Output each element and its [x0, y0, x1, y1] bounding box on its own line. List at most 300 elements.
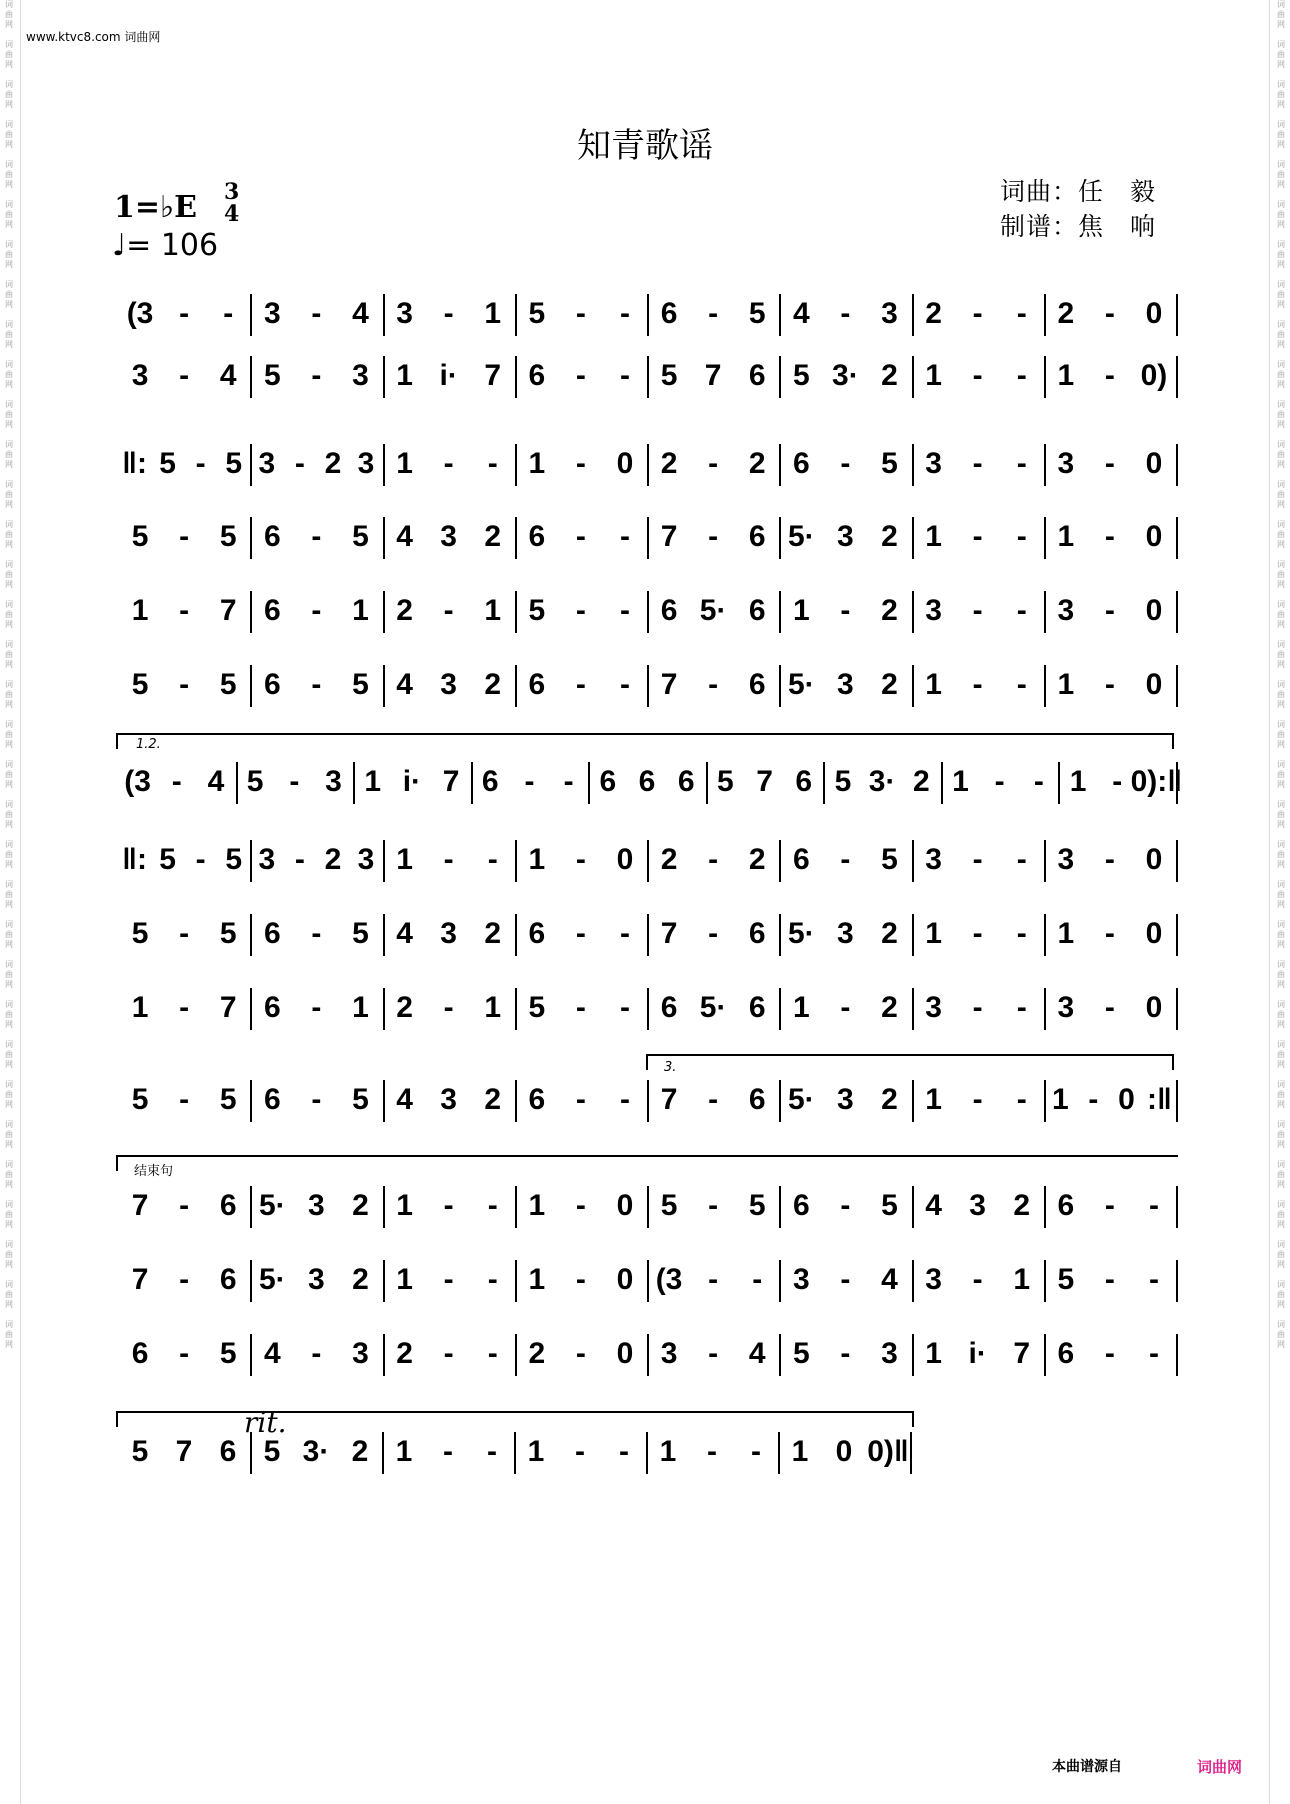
note: 3 [325, 765, 342, 798]
note: 5 [881, 1189, 898, 1222]
note: 3 [258, 447, 276, 480]
note: 6 [528, 1083, 546, 1116]
bar-line [779, 294, 781, 336]
note: 2 [396, 991, 413, 1024]
note: ‖: [122, 843, 147, 876]
note: 2 [912, 765, 930, 798]
bar-line [383, 294, 385, 336]
note: 7 [219, 594, 237, 627]
note: 4 [881, 1263, 898, 1296]
note: - [311, 668, 322, 701]
bar-line [383, 444, 385, 486]
note: 5 [219, 1083, 237, 1116]
note: - [751, 1435, 761, 1468]
bar-line [779, 444, 781, 486]
note: 5 [352, 668, 369, 701]
note: 5· [787, 520, 815, 553]
note: :‖ [1147, 1083, 1172, 1116]
bar-line [1044, 665, 1046, 707]
note: - [575, 1435, 585, 1468]
note: 6 [748, 991, 766, 1024]
note: - [1088, 1083, 1099, 1116]
note: - [575, 520, 586, 553]
bar-line [912, 988, 914, 1030]
bar-line [1058, 762, 1060, 804]
note: 0 [1145, 843, 1163, 876]
bar-line [912, 1080, 914, 1122]
note: - [619, 297, 630, 330]
bar-line [1044, 1334, 1046, 1376]
note: 3 [357, 447, 375, 480]
note: 3· [868, 765, 896, 798]
note: 2 [881, 1083, 898, 1116]
bar-line [250, 591, 252, 633]
meter-bottom: 4 [224, 201, 240, 227]
note: - [972, 594, 983, 627]
credit-transcriber: 制谱：焦 响 [1000, 212, 1157, 241]
note: 1 [396, 359, 413, 392]
bar-line [515, 517, 517, 559]
note: 6 [660, 594, 678, 627]
bar-line [779, 1260, 781, 1302]
note: 1 [396, 447, 413, 480]
bar-line [250, 517, 252, 559]
note: 2 [484, 1083, 502, 1116]
note: - [171, 765, 182, 798]
note: 5 [131, 520, 149, 553]
bar-line [383, 1080, 385, 1122]
note: 6 [263, 520, 281, 553]
note: 7 [660, 1083, 678, 1116]
note: - [443, 297, 454, 330]
bar-line [647, 1334, 649, 1376]
note: 6 [599, 765, 617, 798]
bar-line [912, 1260, 914, 1302]
note: - [972, 1263, 983, 1296]
note: 1 [791, 1435, 809, 1468]
bar-line [647, 517, 649, 559]
note: 1 [1057, 917, 1075, 950]
note: 3 [1057, 594, 1075, 627]
note: - [708, 1083, 719, 1116]
note: 0 [616, 1337, 634, 1370]
note: 2 [881, 668, 898, 701]
note: 5· [787, 668, 815, 701]
note: - [707, 1435, 717, 1468]
note: - [1104, 297, 1115, 330]
note: - [575, 1337, 586, 1370]
note: 0 [1145, 991, 1163, 1024]
note: 7 [484, 359, 502, 392]
note: 3· [832, 359, 859, 392]
ritardando-mark: rit. [244, 1406, 287, 1439]
note: 1 [352, 991, 369, 1024]
score-line [0, 290, 1290, 340]
footer-brand: 词曲网 [1197, 1758, 1243, 1776]
note: - [840, 594, 851, 627]
score-line [0, 984, 1290, 1034]
bar-line [647, 591, 649, 633]
note: - [311, 1337, 322, 1370]
note: - [840, 1337, 851, 1370]
note: - [289, 765, 300, 798]
note: 1 [527, 1435, 545, 1468]
note: 7 [660, 520, 678, 553]
bar-line [250, 914, 252, 956]
note: - [179, 668, 190, 701]
bar-line [515, 1186, 517, 1228]
note: 0 [616, 1263, 634, 1296]
bar-line [1176, 517, 1178, 559]
note: 3 [352, 1337, 369, 1370]
bar-line [1176, 1334, 1178, 1376]
note: 2 [352, 1263, 369, 1296]
score-line [0, 587, 1290, 637]
bar-line [912, 914, 914, 956]
note: 7 [175, 1435, 193, 1468]
note: - [994, 765, 1005, 798]
note: 3 [925, 447, 942, 480]
note: 5 [159, 843, 176, 876]
bar-line [1044, 356, 1046, 398]
note: 1 [792, 991, 810, 1024]
note: 6 [263, 991, 281, 1024]
note: - [443, 843, 454, 876]
note: 0 [1145, 447, 1163, 480]
note: - [972, 991, 983, 1024]
note: 2 [881, 359, 898, 392]
note: 1 [925, 917, 942, 950]
note: - [840, 843, 851, 876]
bar-line [515, 444, 517, 486]
note: 4 [352, 297, 369, 330]
note: 4 [396, 520, 413, 553]
note: 1 [131, 991, 149, 1024]
note: 5 [131, 1083, 149, 1116]
note: 5· [258, 1263, 286, 1296]
note: 6 [263, 1083, 281, 1116]
note: 6 [219, 1189, 237, 1222]
note: - [752, 1263, 763, 1296]
score-line [0, 1330, 1290, 1380]
bar-line [1044, 840, 1046, 882]
note: 2 [660, 447, 678, 480]
note: - [619, 1083, 630, 1116]
bar-line [823, 762, 825, 804]
meter-top: 3 [224, 179, 240, 205]
bar-line [588, 762, 590, 804]
bar-line [1044, 1080, 1046, 1122]
note: - [563, 765, 574, 798]
note: 3 [396, 297, 413, 330]
bar-line [250, 1334, 252, 1376]
note: - [487, 843, 498, 876]
left-edge-watermark: 词 曲 网 词 曲 网 词 曲 网 词 曲 网 词 曲 网 词 曲 网 词 曲 网 词 曲 网 词 曲 网 词 曲 网 词 曲 网 词 曲 网 词 曲 网 词 曲 网 词 曲 网 词 曲 网 词 曲 网 词 曲 网 词 曲 网 词 曲 网 词 曲 网 词 曲 网 词 曲 网 词 曲 网 词 曲 网 词 曲 网 词 曲 网 词 曲 网 词 曲 网 词 曲 网 词 曲 网 词 曲 网 词 曲 网 词 曲 网 [5, 0, 13, 1349]
bar-line [779, 591, 781, 633]
note: 1 [395, 1435, 413, 1468]
bar-line [912, 1334, 914, 1376]
note: 6 [795, 765, 813, 798]
note: - [1016, 991, 1027, 1024]
bar-line [912, 665, 914, 707]
note: 1 [131, 594, 149, 627]
final-line-bracket [116, 1411, 914, 1427]
page-title: 知青歌谣 [577, 126, 713, 166]
note: 5 [528, 991, 546, 1024]
note: - [972, 1083, 983, 1116]
note: 2 [352, 1189, 369, 1222]
bar-line [779, 517, 781, 559]
note: 0 [835, 1435, 853, 1468]
note: 2 [748, 447, 766, 480]
bar-line [1176, 665, 1178, 707]
note: - [487, 1337, 498, 1370]
coda-label: 结束句 [134, 1164, 174, 1179]
bar-line [647, 840, 649, 882]
note: 7 [131, 1263, 149, 1296]
note: 1 [484, 297, 502, 330]
note: 1 [396, 1263, 413, 1296]
note: 4 [219, 359, 237, 392]
bar-line [1044, 591, 1046, 633]
note: 6 [481, 765, 499, 798]
note: 2 [324, 447, 342, 480]
note: - [1104, 991, 1115, 1024]
bar-line [941, 762, 943, 804]
coda-bracket [116, 1155, 1178, 1171]
note: - [443, 1435, 453, 1468]
note: 6 [219, 1435, 237, 1468]
note: 3 [357, 843, 375, 876]
note: 2 [881, 917, 898, 950]
note: - [1104, 917, 1115, 950]
note: - [179, 917, 190, 950]
note: 3 [352, 359, 369, 392]
note: 5 [834, 765, 852, 798]
volta-label-3: 3. [664, 1060, 677, 1075]
note: 3 [440, 1083, 457, 1116]
bar-line [515, 591, 517, 633]
note: 2 [528, 1337, 546, 1370]
bar-line [383, 356, 385, 398]
note: - [311, 917, 322, 950]
note: - [1016, 359, 1027, 392]
note: - [708, 1337, 719, 1370]
note: 0 [1145, 917, 1163, 950]
bar-line [647, 1080, 649, 1122]
bar-line [646, 1432, 648, 1474]
note: 7 [131, 1189, 149, 1222]
note: 2 [351, 1435, 369, 1468]
note: 2 [881, 991, 898, 1024]
note: - [840, 1189, 851, 1222]
note: - [1104, 843, 1115, 876]
note: - [575, 1263, 586, 1296]
note: 2 [925, 297, 942, 330]
right-margin-rule [1269, 0, 1270, 1804]
bar-line [514, 1432, 516, 1474]
bar-line [779, 1080, 781, 1122]
note: 1 [925, 1083, 942, 1116]
bar-line [1176, 914, 1178, 956]
note: - [708, 668, 719, 701]
note: - [840, 447, 851, 480]
note: - [1104, 1337, 1115, 1370]
note: - [575, 917, 586, 950]
note: - [443, 1337, 454, 1370]
note: 5 [748, 297, 766, 330]
bar-line [1176, 1260, 1178, 1302]
note: 3 [308, 1189, 325, 1222]
note: 6 [748, 917, 766, 950]
note: i· [439, 359, 458, 392]
note: 3 [660, 1337, 678, 1370]
note: - [311, 594, 322, 627]
note: 5· [699, 594, 727, 627]
note: 3 [837, 1083, 854, 1116]
bar-line [1176, 1186, 1178, 1228]
note: 2 [396, 1337, 413, 1370]
note: 5 [131, 1435, 149, 1468]
bar-line [912, 840, 914, 882]
note: 0 [616, 1189, 634, 1222]
bar-line [1176, 294, 1178, 336]
note: - [311, 297, 322, 330]
bar-line [250, 988, 252, 1030]
note: 6 [1057, 1189, 1075, 1222]
note: 6 [677, 765, 695, 798]
note: - [840, 991, 851, 1024]
note: 1 [528, 1263, 546, 1296]
note: - [708, 297, 719, 330]
volta-bracket-3 [646, 1054, 1174, 1070]
note: 2 [396, 594, 413, 627]
note: 7 [442, 765, 460, 798]
note: - [840, 1263, 851, 1296]
note: 5 [528, 297, 546, 330]
note: 0 [1145, 520, 1163, 553]
note: 5 [131, 668, 149, 701]
note: 5 [528, 594, 546, 627]
bar-line [383, 665, 385, 707]
note: 7 [1013, 1337, 1031, 1370]
note: 1 [1057, 668, 1075, 701]
note: - [972, 843, 983, 876]
score-line [0, 440, 1290, 490]
note: 6 [660, 297, 678, 330]
bar-line [779, 914, 781, 956]
bar-line [647, 1186, 649, 1228]
note: - [487, 1189, 498, 1222]
note: 3 [925, 1263, 942, 1296]
bar-line [1176, 840, 1178, 882]
note: 5· [258, 1189, 286, 1222]
note: - [1148, 1189, 1159, 1222]
note: - [443, 594, 454, 627]
bar-line [383, 1334, 385, 1376]
note: 1 [792, 594, 810, 627]
note: 3 [969, 1189, 986, 1222]
note: - [1016, 594, 1027, 627]
note: - [311, 520, 322, 553]
note: - [487, 1263, 498, 1296]
note: 5 [881, 447, 898, 480]
note: 5 [660, 359, 678, 392]
volta-label-1-2: 1.2. [136, 737, 161, 752]
note: - [575, 991, 586, 1024]
bar-line [236, 762, 238, 804]
note: 6 [792, 447, 810, 480]
note: - [619, 668, 630, 701]
left-margin-rule [20, 0, 21, 1804]
note: - [575, 297, 586, 330]
note: 0 [1145, 594, 1163, 627]
bar-line [706, 762, 708, 804]
bar-line [647, 356, 649, 398]
bar-line [383, 914, 385, 956]
note: - [619, 991, 630, 1024]
note: 3 [881, 1337, 898, 1370]
note: 6 [748, 359, 766, 392]
site-label: www.ktvc8.com 词曲网 [26, 30, 161, 44]
bar-line [912, 1186, 914, 1228]
bar-line [912, 294, 914, 336]
note: 3· [302, 1435, 330, 1468]
bar-line [1176, 762, 1178, 804]
note: 4 [207, 765, 225, 798]
bar-line [250, 444, 252, 486]
note: - [575, 1189, 586, 1222]
note: 5 [660, 1189, 678, 1222]
note: 0 [1145, 668, 1163, 701]
note: - [487, 447, 498, 480]
bar-line [912, 517, 914, 559]
bar-line [515, 1080, 517, 1122]
bar-line [515, 988, 517, 1030]
note: 5 [219, 520, 237, 553]
note: 4 [263, 1337, 281, 1370]
note: - [1033, 765, 1044, 798]
note: - [575, 1083, 586, 1116]
note: - [1148, 1337, 1159, 1370]
bar-line [383, 988, 385, 1030]
bar-line [778, 1432, 780, 1474]
bar-line [471, 762, 473, 804]
note: 4 [396, 668, 413, 701]
note: 7 [660, 917, 678, 950]
note: - [840, 297, 851, 330]
note: 6 [263, 917, 281, 950]
note: - [179, 520, 190, 553]
tempo-mark: ♩= 106 [112, 228, 219, 263]
score-line [0, 661, 1290, 711]
bar-line [779, 665, 781, 707]
note: 5 [792, 1337, 810, 1370]
note: 1 [364, 765, 382, 798]
note: 1 [1057, 520, 1075, 553]
note: 3 [837, 917, 854, 950]
note: 5 [352, 917, 369, 950]
note: 1 [925, 520, 942, 553]
note: 7 [704, 359, 722, 392]
note: 7 [756, 765, 773, 798]
note: 3 [1057, 991, 1075, 1024]
note: 5 [717, 765, 734, 798]
note: 6 [748, 520, 766, 553]
note: 4 [396, 1083, 413, 1116]
note: - [575, 359, 586, 392]
note: 5 [219, 1337, 237, 1370]
